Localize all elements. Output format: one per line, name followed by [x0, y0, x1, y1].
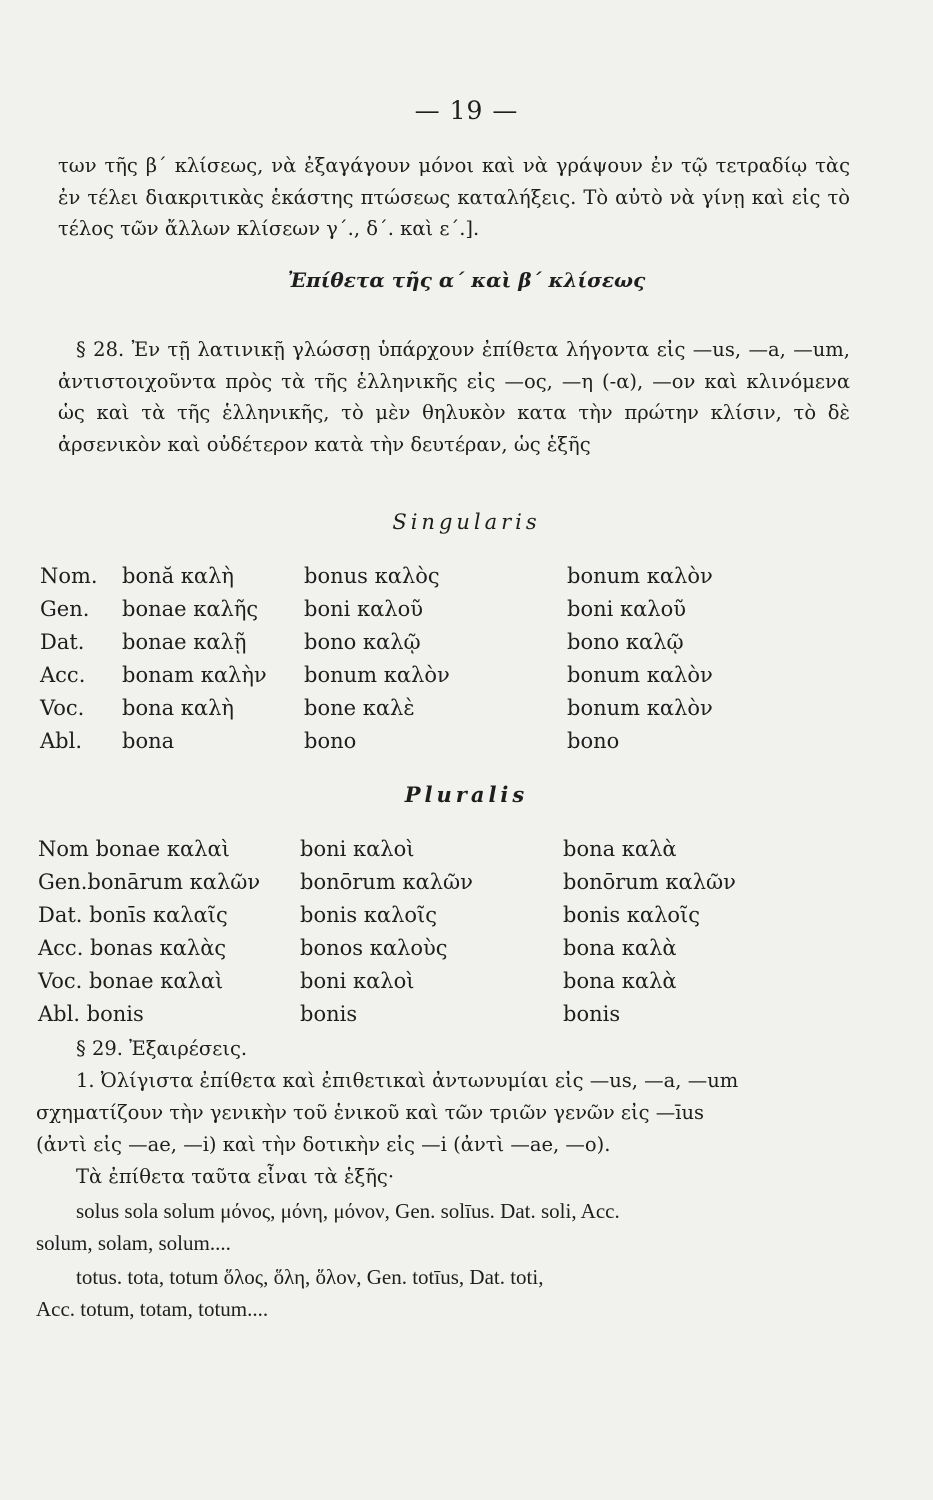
case-label: Voc. [40, 696, 85, 720]
text-line: totus. tota, totum ὅλος, ὅλη, ὅλον, Gen. totīus, Dat. toti, [76, 1265, 544, 1289]
masculine-form: bonus καλὸς [304, 564, 440, 588]
table-row [0, 969, 933, 1001]
page-number: — 19 — [414, 96, 519, 125]
case-label: Dat. [40, 630, 85, 654]
masculine-form: bonis καλοῖς [300, 903, 438, 927]
neuter-form: bonis [563, 1002, 621, 1026]
neuter-form: bona καλὰ [563, 936, 677, 960]
intro-paragraph: των τῆς β΄ κλίσεως, νὰ ἐξαγάγουν μόνοι καὶ νὰ γράψουν ἐν τῷ τετραδίῳ τὰς ἐν τέλει διακριτικὰς ἑκάστης πτώσεως καταλήξεις. Τὸ αὐτὸ νὰ γίνῃ καὶ εἰς τὸ τέλος τῶν ἄλλων κλίσεων γ΄., δ΄. καὶ ε΄.]. [58, 154, 850, 240]
table-row [0, 936, 933, 968]
neuter-form: bonum καλὸν [567, 564, 713, 588]
masculine-form: bonōrum καλῶν [300, 870, 473, 894]
masculine-form: boni καλοὶ [300, 969, 415, 993]
feminine-form: bona [122, 729, 175, 753]
feminine-form: bonae καλῆς [122, 597, 259, 621]
table-row [0, 696, 933, 728]
table-row [0, 903, 933, 935]
table-row [0, 630, 933, 662]
masculine-form: bonum καλὸν [304, 663, 450, 687]
text-line: σχηματίζουν τὴν γενικὴν τοῦ ἑνικοῦ καὶ τῶν τριῶν γενῶν εἰς —īus [36, 1101, 705, 1124]
case-feminine-form: Gen.bonārum καλῶν [38, 870, 261, 894]
masculine-form: bono [304, 729, 357, 753]
table-row [0, 837, 933, 869]
text-line: 1. Ὀλίγιστα ἐπίθετα καὶ ἐπιθετικαὶ ἀντωνυμίαι εἰς —us, —a, —um [76, 1069, 739, 1092]
case-label: Gen. [40, 597, 90, 621]
section-28-paragraph: § 28. Ἐν τῇ λατινικῇ γλώσσῃ ὑπάρχουν ἐπίθετα λήγοντα εἰς —us, —a, —um, ἀντιστοιχοῦντα πρὸς τὰ τῆς ἑλληνικῆς εἰς —ος, —η (-α), —ον καὶ κλινόμενα ὡς καὶ τὰ τῆς ἑλληνικῆς, τὸ μὲν θηλυκὸν κατα τὴν πρώτην κλίσιν, τὸ δὲ ἀρσενικὸν καὶ οὐδέτερον κατὰ τὴν δευτέραν, ὡς ἑξῆς [58, 338, 850, 456]
neuter-form: bono καλῷ [567, 630, 684, 654]
masculine-form: bono καλῷ [304, 630, 421, 654]
table-row [0, 1002, 933, 1034]
masculine-form: boni καλοῦ [304, 597, 424, 621]
case-feminine-form: Acc. bonas καλὰς [38, 936, 227, 960]
case-feminine-form: Abl. bonis [38, 1002, 144, 1026]
text-line: (ἀντὶ εἰς —ae, —i) καὶ τὴν δοτικὴν εἰς —i (ἀντὶ —ae, —o). [36, 1133, 611, 1156]
masculine-form: boni καλοὶ [300, 837, 415, 861]
singularis-title: Singularis [392, 510, 541, 534]
text-line: Acc. totum, totam, totum.... [36, 1297, 269, 1321]
masculine-form: bonis [300, 1002, 358, 1026]
feminine-form: bona καλὴ [122, 696, 235, 720]
neuter-form: bona καλὰ [563, 969, 677, 993]
neuter-form: bonum καλὸν [567, 696, 713, 720]
table-row [0, 663, 933, 695]
neuter-form: bona καλὰ [563, 837, 677, 861]
feminine-form: bonae καλῇ [122, 630, 247, 654]
neuter-form: bonis καλοῖς [563, 903, 701, 927]
neuter-form: boni καλοῦ [567, 597, 687, 621]
neuter-form: bonum καλὸν [567, 663, 713, 687]
neuter-form: bono [567, 729, 620, 753]
table-row [0, 729, 933, 761]
masculine-form: bone καλὲ [304, 696, 415, 720]
masculine-form: bonos καλοὺς [300, 936, 448, 960]
text-line: Τὰ ἐπίθετα ταῦτα εἶναι τὰ ἑξῆς· [76, 1165, 395, 1188]
text-line: solum, solam, solum.... [36, 1231, 231, 1255]
case-label: Nom. [40, 564, 98, 588]
section-29-title: § 29. Ἐξαιρέσεις. [76, 1037, 248, 1060]
table-row [0, 870, 933, 902]
case-label: Acc. [40, 663, 86, 687]
pluralis-title: Pluralis [404, 782, 529, 807]
case-feminine-form: Nom bonae καλαὶ [38, 837, 230, 861]
section-heading: Ἐπίθετα τῆς α΄ καὶ β΄ κλίσεως [287, 268, 646, 292]
feminine-form: bonam καλὴν [122, 663, 267, 687]
text-line: solus sola solum μόνος, μόνη, μόνον, Gen. solīus. Dat. soli, Acc. [76, 1199, 620, 1223]
case-label: Abl. [40, 729, 82, 753]
table-row [0, 597, 933, 629]
feminine-form: bonă καλὴ [122, 564, 235, 588]
neuter-form: bonōrum καλῶν [563, 870, 736, 894]
table-row [0, 564, 933, 596]
case-feminine-form: Dat. bonīs καλαῖς [38, 903, 228, 927]
case-feminine-form: Voc. bonae καλαὶ [38, 969, 224, 993]
